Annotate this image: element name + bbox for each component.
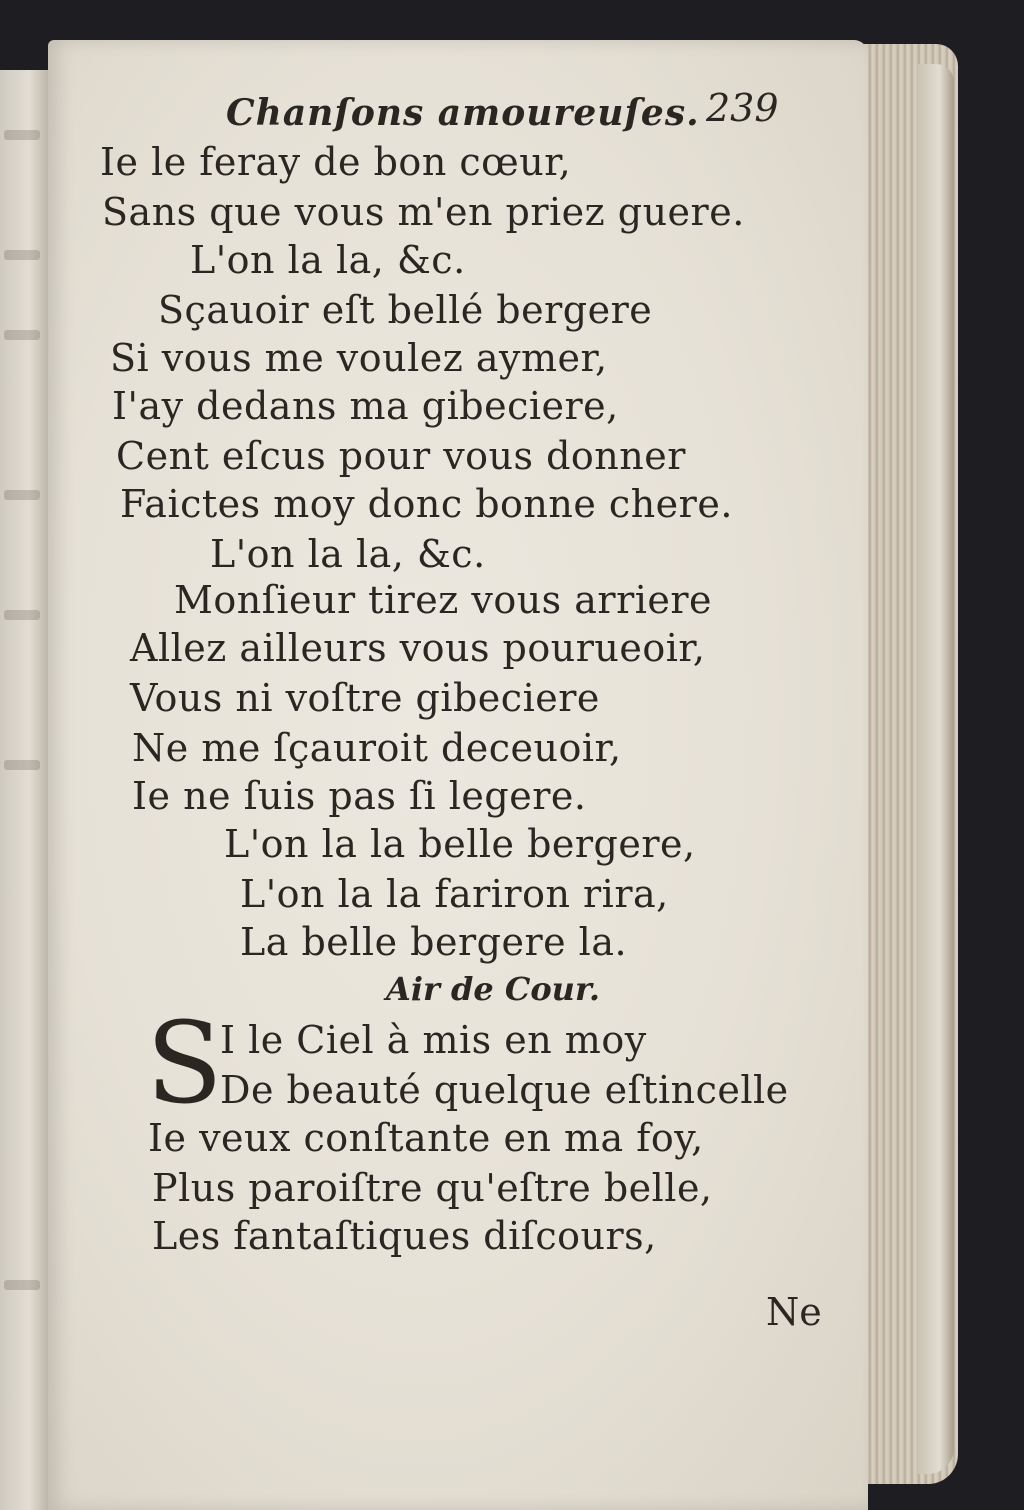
verse-line: Ie veux conſtante en ma foy, [148, 1116, 704, 1160]
book-page [48, 40, 868, 1510]
verse-line: I'ay dedans ma gibeciere, [112, 384, 619, 428]
verse-line: Les fantaſtiques diſcours, [152, 1214, 657, 1258]
bleed-through-mark [4, 490, 40, 500]
bleed-through-mark [4, 250, 40, 260]
verse-line: Sçauoir eſt bellé bergere [158, 288, 653, 332]
section-heading: Air de Cour. [386, 970, 600, 1008]
verse-line: Ne me ſçauroit deceuoir, [132, 726, 622, 770]
verse-line: De beauté quelque eſtincelle [220, 1068, 789, 1112]
refrain-line: L'on la la fariron rira, [240, 872, 669, 916]
verse-line: Ie ne ſuis pas ſi legere. [132, 774, 587, 818]
bleed-through-mark [4, 130, 40, 140]
verse-line: Sans que vous m'en priez guere. [102, 190, 745, 234]
previous-page-edge [0, 70, 48, 1510]
refrain-line: L'on la la, &c. [190, 238, 466, 282]
refrain-line: L'on la la, &c. [210, 532, 486, 576]
verse-line: I le Ciel à mis en moy [220, 1018, 647, 1062]
catchword: Ne [766, 1290, 822, 1334]
verse-line: Si vous me voulez aymer, [110, 336, 608, 380]
verse-line: Cent eſcus pour vous donner [116, 434, 686, 478]
page-number: 239 [706, 86, 779, 130]
verse-line: Allez ailleurs vous pourueoir, [130, 626, 706, 670]
refrain-line: L'on la la belle bergere, [224, 822, 696, 866]
page-stack-edge [858, 44, 958, 1484]
verse-line: Faictes moy donc bonne chere. [120, 482, 733, 526]
running-title: Chanſons amoureuſes. [226, 92, 700, 134]
verse-line: Ie le feray de bon cœur, [100, 140, 572, 184]
bleed-through-mark [4, 610, 40, 620]
verse-line: Vous ni voſtre gibeciere [130, 676, 600, 720]
refrain-line: La belle bergere la. [240, 920, 628, 964]
bleed-through-mark [4, 330, 40, 340]
verse-line: Plus paroiſtre qu'eſtre belle, [152, 1166, 713, 1210]
verse-line: Monſieur tirez vous arriere [174, 578, 713, 622]
bleed-through-mark [4, 760, 40, 770]
bleed-through-mark [4, 1280, 40, 1290]
page-text [48, 40, 868, 1510]
drop-cap: S [146, 999, 223, 1129]
